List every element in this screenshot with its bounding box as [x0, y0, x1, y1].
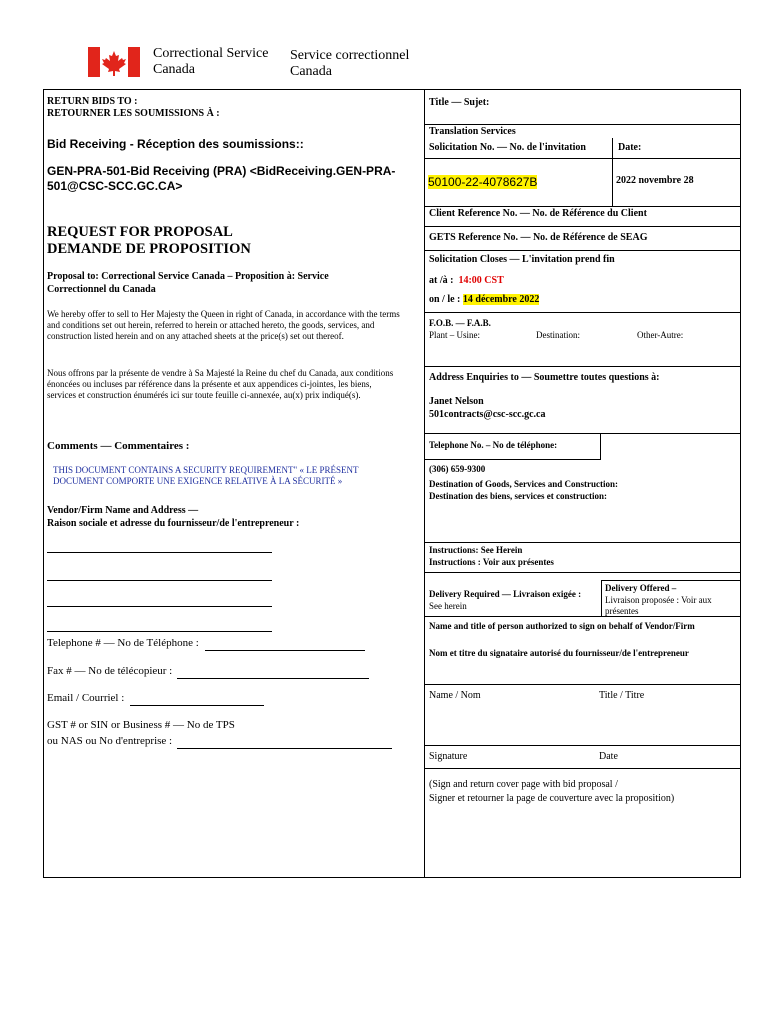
- rule-signature: [424, 745, 740, 746]
- top-rule: [43, 89, 740, 90]
- authorized-person-en: Name and title of person authorized to sign on behalf of Vendor/Firm: [429, 621, 695, 631]
- vendor-title: Vendor/Firm Name and Address —: [47, 505, 199, 516]
- rule-client: [424, 206, 740, 207]
- rule-auth: [424, 616, 740, 617]
- title-field-label: Title / Titre: [599, 690, 645, 701]
- closing-date: on / le : 14 décembre 2022: [429, 294, 540, 305]
- rule-fob: [424, 312, 740, 313]
- title-value: Translation Services: [429, 126, 516, 137]
- rule-delivery: [424, 572, 740, 573]
- vendor-line-1[interactable]: [47, 552, 272, 553]
- telephone-no-label: Telephone No. – No de téléphone:: [429, 440, 558, 450]
- delivery-required: Delivery Required — Livraison exigée :: [429, 589, 582, 599]
- tel-box-divider: [600, 433, 601, 460]
- dest-goods-en: Destination of Goods, Services and Construction:: [429, 479, 619, 489]
- dept-name-fr: Service correctionnel Canada: [290, 48, 410, 79]
- bottom-rule: [43, 877, 740, 878]
- delivery-offered-fr: Livraison proposée : Voir aux présentes: [605, 595, 712, 616]
- rfp-title: REQUEST FOR PROPOSAL DEMANDE DE PROPOSITION: [47, 224, 251, 257]
- comments-label: Comments — Commentaires :: [47, 440, 190, 452]
- offer-en: We hereby offer to sell to Her Majesty the Queen in right of Canada, in accordance with the terms and conditions set out herein, referred to herein or attached hereto, the goods, services, and construction listed herein and on any attached sheets at the price(s) set out thereof.: [47, 309, 400, 341]
- rule-name: [424, 684, 740, 685]
- gets-reference: GETS Reference No. — No. de Référence de SEAG: [429, 232, 648, 243]
- other-label: Other-Autre:: [637, 330, 684, 340]
- rule-delivery-offer-top: [601, 580, 740, 581]
- offer-fr: Nous offrons par la présente de vendre à Sa Majesté la Reine du chef du Canada, aux conditions énoncées ou incluses par référence dans la présente et aux appendices ci-jointes, les biens, services et construction énumérés ici sur toute feuille ci-annexée, au(x) prix indiqué(s).: [47, 368, 394, 400]
- client-reference: Client Reference No. — No. de Référence du Client: [429, 208, 647, 219]
- sign-return-note: (Sign and return cover page with bid proposal / Signer et retourner la page de couverture avec la proposition): [429, 779, 675, 804]
- contact-name: Janet Nelson: [429, 396, 484, 407]
- canada-flag-icon: [88, 47, 140, 77]
- security-note: THIS DOCUMENT CONTAINS A SECURITY REQUIREMENT" « LE PRÉSENT DOCUMENT COMPORTE UNE EXIGENCE RELATIVE À LA SÉCURITÉ »: [53, 465, 359, 486]
- closing-time: at /à : 14:00 CST: [429, 275, 504, 286]
- rule-closes: [424, 250, 740, 251]
- bid-receiving-address: GEN-PRA-501-Bid Receiving (PRA) <BidReceiving.GEN-PRA-501@CSC-SCC.GC.CA>: [47, 164, 396, 193]
- name-label: Name / Nom: [429, 690, 481, 701]
- rule-enquiries: [424, 366, 740, 367]
- rule-telephone: [424, 433, 740, 434]
- rule-title: [424, 124, 740, 125]
- telephone-field[interactable]: [205, 650, 365, 651]
- return-bids-label: RETURN BIDS TO : RETOURNER LES SOUMISSIONS À :: [47, 96, 220, 119]
- rule-instructions: [424, 542, 740, 543]
- date-label: Date:: [618, 142, 642, 153]
- instructions-en: Instructions: See Herein: [429, 545, 523, 555]
- delivery-required-sub: See herein: [429, 601, 467, 611]
- enquiries-label: Address Enquiries to — Soumettre toutes questions à:: [429, 372, 660, 383]
- plant-label: Plant – Usine:: [429, 330, 480, 340]
- nas-label: ou NAS ou No d'entreprise :: [47, 735, 173, 747]
- telephone-label: Telephone # — No de Téléphone :: [47, 637, 199, 649]
- delivery-offered: Delivery Offered –: [605, 583, 677, 593]
- email-label: Email / Courriel :: [47, 692, 125, 704]
- bid-receiving-label: Bid Receiving - Réception des soumissions::: [47, 137, 304, 151]
- date-value: 2022 novembre 28: [616, 175, 694, 186]
- vendor-subtitle: Raison sociale et adresse du fournisseur/de l'entrepreneur :: [47, 518, 300, 529]
- vendor-line-4[interactable]: [47, 631, 272, 632]
- instructions-fr: Instructions : Voir aux présentes: [429, 557, 554, 567]
- solicitation-number: 50100-22-4078627B: [428, 175, 538, 189]
- right-border: [740, 89, 741, 878]
- date-divider: [612, 138, 613, 207]
- signature-label: Signature: [429, 751, 468, 762]
- fax-label: Fax # — No de télécopieur :: [47, 665, 173, 677]
- delivery-divider: [601, 580, 602, 616]
- dept-name-en: Correctional Service Canada: [153, 46, 269, 77]
- destination-label: Destination:: [536, 330, 580, 340]
- authorized-person-fr: Nom et titre du signataire autorisé du fournisseur/de l'entrepreneur: [429, 648, 689, 658]
- fax-field[interactable]: [177, 678, 369, 679]
- rule-solicitation: [424, 158, 740, 159]
- dest-goods-fr: Destination des biens, services et construction:: [429, 491, 607, 501]
- proposal-to: Proposal to: Correctional Service Canada – Proposition à: Service Correctionnel du Canada: [47, 271, 329, 295]
- rule-gets: [424, 226, 740, 227]
- nas-field[interactable]: [177, 748, 392, 749]
- vendor-line-3[interactable]: [47, 606, 272, 607]
- closes-label: Solicitation Closes — L'invitation prend fin: [429, 254, 615, 265]
- telephone-value: (306) 659-9300: [429, 464, 486, 474]
- vendor-line-2[interactable]: [47, 580, 272, 581]
- contact-email[interactable]: 501contracts@csc-scc.gc.ca: [429, 409, 546, 420]
- date-field-label: Date: [599, 751, 618, 762]
- rule-tel-box: [424, 459, 600, 460]
- column-divider: [424, 89, 425, 878]
- rule-sign-return: [424, 768, 740, 769]
- title-label: Title — Sujet:: [429, 97, 490, 108]
- left-border: [43, 89, 44, 878]
- fob-label: F.O.B. — F.A.B.: [429, 318, 491, 328]
- solicitation-label: Solicitation No. — No. de l'invitation: [429, 142, 586, 153]
- gst-label: GST # or SIN or Business # — No de TPS: [47, 719, 235, 731]
- email-field[interactable]: [130, 705, 264, 706]
